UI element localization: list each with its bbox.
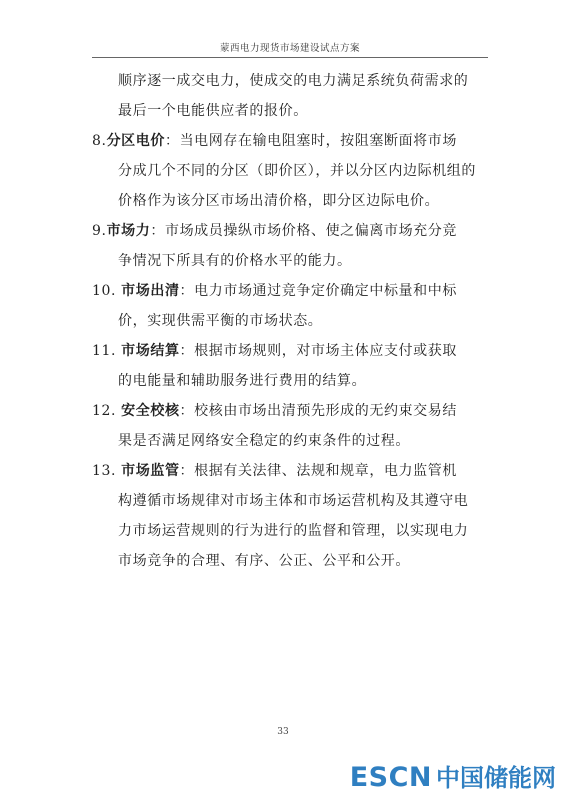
definition-line: 果是否满足网络安全稳定的约束条件的过程。 (118, 433, 410, 449)
header-rule (92, 57, 488, 58)
definition-item-8 (92, 126, 488, 216)
definition-line: 市场竞争的合理、有序、公正、公平和公开。 (118, 553, 410, 569)
definition-line: 构遵循市场规律对市场主体和市场运营机构及其遵守电 (118, 493, 469, 509)
definition-line (92, 396, 488, 426)
escn-watermark-logo (350, 758, 556, 793)
definition-line (92, 126, 488, 156)
definition-term: 市场结算 (121, 343, 180, 359)
definition-line: 价格作为该分区市场出清价格，即分区边际电价。 (118, 193, 440, 209)
definition-term: 市场监管 (121, 463, 180, 479)
paragraph-line: 顺序逐一成交电力，使成交的电力满足系统负荷需求的 (118, 73, 469, 89)
definition-item-10 (92, 276, 488, 336)
definition-text: ：电力市场通过竞争定价确定中标量和中标 (179, 283, 457, 299)
definition-text: ：根据有关法律、法规和规章，电力监管机 (179, 463, 457, 479)
definition-line (92, 336, 488, 366)
running-header: 蒙西电力现货市场建设试点方案 (219, 43, 360, 54)
definition-term: 市场出清 (121, 283, 180, 299)
item-number: 8. (92, 133, 107, 149)
definition-line: 的电能量和辅助服务进行费用的结算。 (118, 373, 367, 389)
item-number: 12. (92, 403, 117, 419)
definition-line: 力市场运营规则的行为进行的监督和管理，以实现电力 (118, 523, 469, 539)
definition-text: ：当电网存在输电阻塞时，按阻塞断面将市场 (164, 133, 457, 149)
item-number: 13. (92, 463, 117, 479)
definition-line (92, 216, 488, 246)
definition-term: 市场力 (106, 223, 151, 239)
paragraph-line: 最后一个电能供应者的报价。 (118, 103, 308, 119)
definition-line: 分成几个不同的分区（即价区），并以分区内边际机组的 (118, 163, 476, 179)
document-body (92, 66, 488, 576)
item-number: 10. (92, 283, 117, 299)
definition-line (92, 276, 488, 306)
definition-item-13 (92, 456, 488, 576)
page-number: 33 (277, 727, 289, 737)
definition-item-11 (92, 336, 488, 396)
definition-term: 安全校核 (121, 403, 180, 419)
definition-line: 价，实现供需平衡的市场状态。 (118, 313, 323, 329)
definition-item-9 (92, 216, 488, 276)
definition-line (92, 456, 488, 486)
definition-term: 分区电价 (106, 133, 165, 149)
watermark-chinese: 中国储能网 (436, 764, 556, 792)
definition-text: ：市场成员操纵市场价格、使之偏离市场充分竞 (150, 223, 457, 239)
definition-line: 争情况下所具有的价格水平的能力。 (118, 253, 352, 269)
definition-text: ：校核由市场出清预先形成的无约束交易结 (179, 403, 457, 419)
item-number: 9. (92, 223, 107, 239)
watermark-latin: ESCN (349, 762, 432, 793)
definition-item-12 (92, 396, 488, 456)
definition-text: ：根据市场规则，对市场主体应支付或获取 (179, 343, 457, 359)
item-number: 11. (92, 343, 117, 359)
